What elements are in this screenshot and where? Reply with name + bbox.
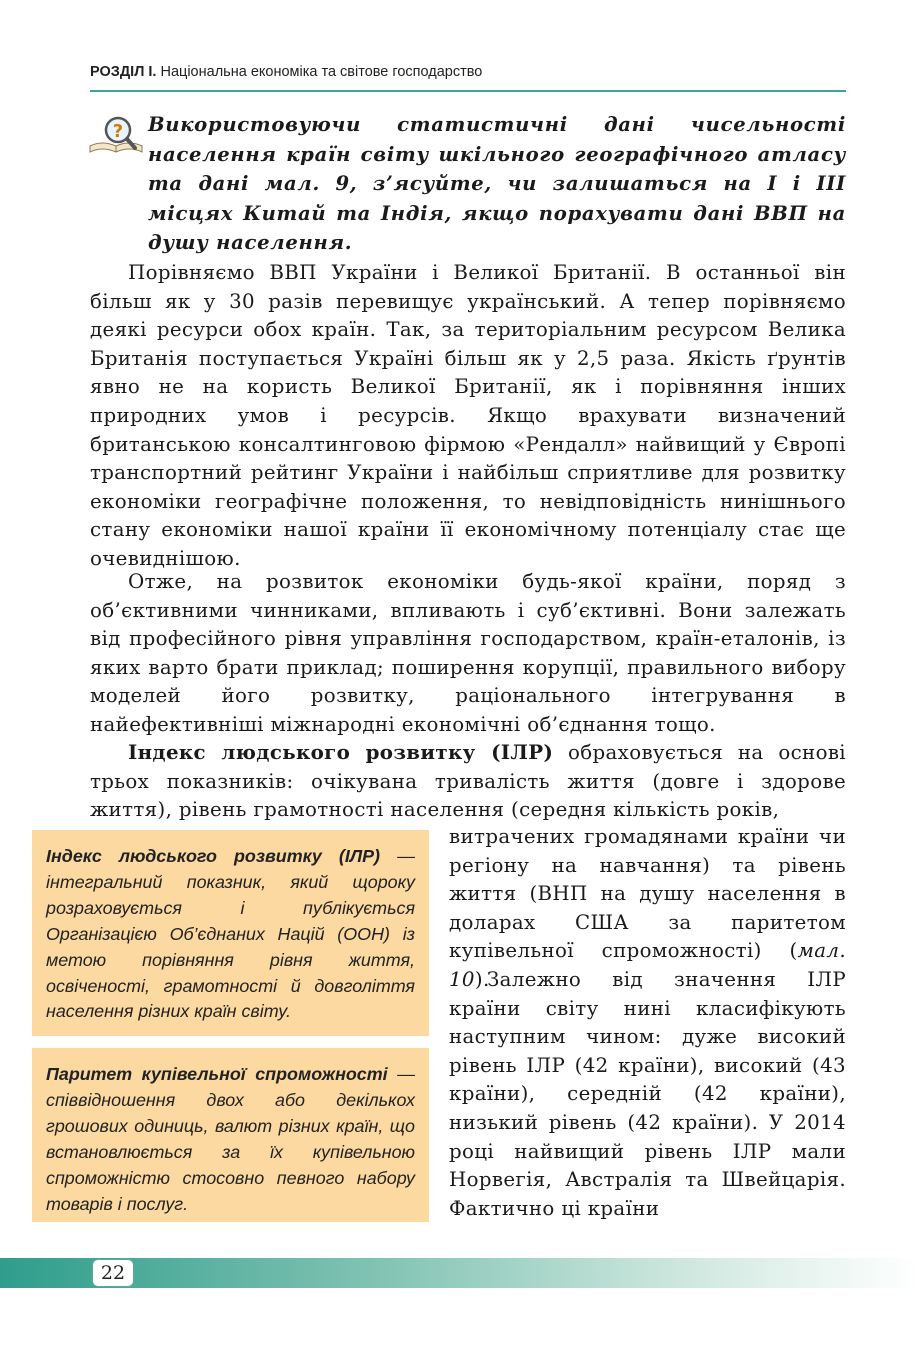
svg-text:?: ? <box>112 121 124 142</box>
assignment-question: Використовуючи статистичні дані чисельності населення країн світу шкільного географічного атласу та дані мал. 9, з’ясуйте, чи залишаться на І і ІІІ місцях Китай та Індія, якщо порахувати дані ВВП на душу населення. <box>148 113 846 254</box>
hdi-continued-text: витрачених громадянами країни чи регіону на навчання) та рівень життя (ВНП на душу населення в доларах США за паритетом купівельної спроможності) ( <box>449 825 846 963</box>
section-title: Національна економіка та світове господарство <box>160 64 483 80</box>
running-header <box>90 64 846 80</box>
paragraph-gdp-comparison: Порівняємо ВВП України і Великої Британії. В останньої він більш як у 30 разів перевищує український. А тепер порівняємо деякі ресурси обох країн. Так, за територіальним ресурсом Велика Британія поступається Україні більш як у 2,5 раза. Якість ґрунтів явно не на користь Великої Британії, як і порівняння інших природних умов і ресурсів. Якщо врахувати визначений британською консалтинговою фірмою «Рендалл» найвищий у Європі транспортний рейтинг України і найбільш сприятливе для розвитку економіки географічне положення, то невідповідність нинішнього стану економіки нашої країни її економічному потенціалу стає ще очевиднішою. <box>90 261 846 570</box>
header-divider <box>90 90 846 92</box>
footer-bar <box>0 1258 918 1288</box>
paragraph-hdi-intro <box>90 738 846 825</box>
figure-reference: мал. 10 <box>449 939 846 991</box>
definition-text: — інтегральний показник, який щороку розраховується і публікується Організацією Об’єднаних Націй (ООН) із метою порівняння рівня життя, освіченості, грамотності й довголіття населення різних країн світу. <box>46 846 415 1022</box>
paragraph-subjective-factors: Отже, на розвиток економіки будь-якої країни, поряд з об’єктивними чинниками, впливають і суб’єктивні. Вони залежать від професійного рівня управління господарством, країн-еталонів, із яких варто брати приклад; поширення корупції, правильного вибору моделей його розвитку, раціонального інтегрування в найефективніші міжнародні економічні об’єднання тощо. <box>90 570 846 736</box>
page-number: 22 <box>92 1259 134 1287</box>
hdi-intro-text: обраховується на основі трьох показників: очікувана тривалість життя (довге і здорове життя), рівень грамотності населення (середня кількість років, <box>90 741 846 822</box>
magnifier-question-icon <box>88 112 144 160</box>
definition-term: Індекс людського розвитку (ІЛР) <box>46 846 381 866</box>
paragraph-hdi-classification: Залежно від значення ІЛР країни світу нині класифікують наступним чином: дуже високий рівень ІЛР (42 країни), високий (43 країни), середній (42 країни), низький рівень (42 країни). У 2014 році найвищий рівень ІЛР мали Норвегія, Австралія та Швейцарія. Фактично ці країни <box>449 968 846 1220</box>
hdi-term: Індекс людського розвитку (ІЛР) <box>128 740 554 764</box>
definition-box-hdi <box>32 830 429 1036</box>
definition-box-ppp <box>32 1048 429 1222</box>
section-label: РОЗДІЛ І. <box>90 64 157 80</box>
hdi-continued-end: ). <box>474 967 490 991</box>
definition-term: Паритет купівельної спроможності <box>46 1064 388 1084</box>
definition-text: — співвідношення двох або декількох грошових одиниць, валют різних країн, що встановлюється за їх купівельною спроможністю стосовно певного набору товарів і послуг. <box>46 1064 415 1214</box>
